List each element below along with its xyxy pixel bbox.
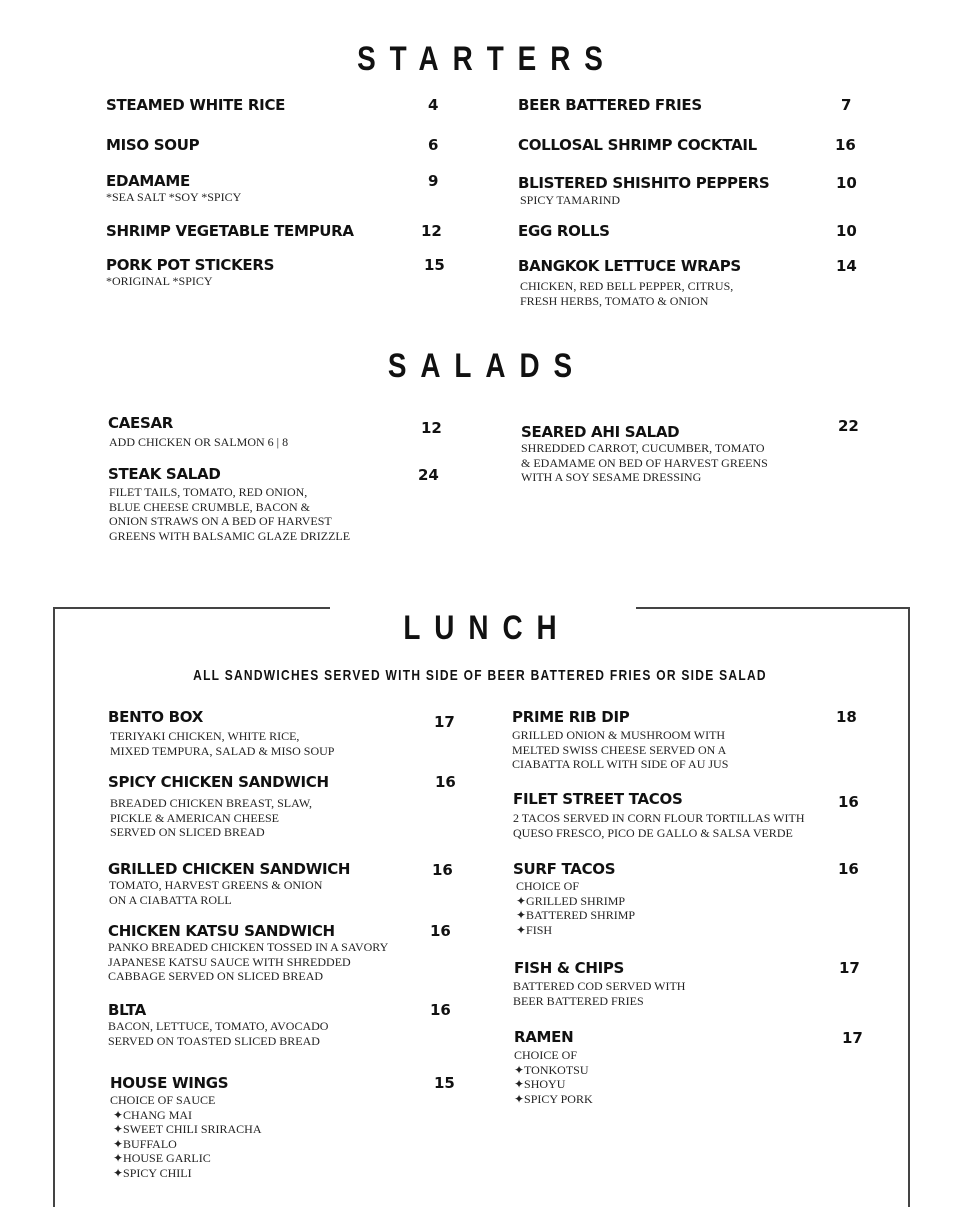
starters-item-name: PORK POT STICKERS	[106, 256, 275, 274]
lunch-item-price: 17	[842, 1029, 863, 1047]
lunch-item-price: 18	[836, 708, 857, 726]
lunch-item-description: PICKLE & AMERICAN CHEESE	[110, 810, 280, 825]
lunch-item-description: CHOICE OF SAUCE	[110, 1093, 216, 1107]
starters-item-price: 4	[428, 96, 439, 114]
salads-item-name: CAESAR	[108, 414, 174, 432]
lunch-item-name: FISH & CHIPS	[514, 959, 625, 977]
lunch-item-description: BATTERED COD SERVED WITH	[513, 979, 686, 993]
starters-item-name: BANGKOK LETTUCE WRAPS	[518, 257, 741, 275]
lunch-item-description: 2 TACOS SERVED IN CORN FLOUR TORTILLAS WITH	[513, 811, 805, 825]
lunch-item-name: GRILLED CHICKEN SANDWICH	[108, 860, 351, 878]
lunch-item-description: BEER BATTERED FRIES	[513, 993, 644, 1008]
salads-item-description: SHREDDED CARROT, CUCUMBER, TOMATO	[521, 441, 765, 455]
lunch-item-price: 16	[432, 861, 453, 879]
lunch-item-description: BREADED CHICKEN BREAST, SLAW,	[110, 796, 313, 810]
lunch-item-description: ON A CIABATTA ROLL	[109, 892, 232, 907]
lunch-item-description: ✦SPICY PORK	[514, 1091, 593, 1106]
salads-item-description: ADD CHICKEN OR SALMON 6 | 8	[109, 435, 289, 449]
lunch-item-description: SERVED ON SLICED BREAD	[110, 825, 265, 840]
lunch-item-description: JAPANESE KATSU SAUCE WITH SHREDDED	[108, 954, 351, 969]
lunch-item-description: MELTED SWISS CHEESE SERVED ON A	[512, 742, 727, 757]
lunch-item-description: MIXED TEMPURA, SALAD & MISO SOUP	[110, 743, 335, 758]
lunch-item-name: CHICKEN KATSU SANDWICH	[108, 922, 335, 940]
starters-item-price: 14	[836, 257, 857, 275]
salads-item-description: WITH A SOY SESAME DRESSING	[521, 470, 702, 485]
starters-item-name: COLLOSAL SHRIMP COCKTAIL	[518, 136, 757, 154]
lunch-item-description: QUESO FRESCO, PICO DE GALLO & SALSA VERDE	[513, 825, 793, 840]
lunch-item-name: BLTA	[108, 1001, 146, 1019]
lunch-item-name: SURF TACOS	[513, 860, 616, 878]
lunch-heading: LUNCH	[403, 609, 571, 647]
salads-item-name: STEAK SALAD	[108, 465, 221, 483]
salads-item-description: FILET TAILS, TOMATO, RED ONION,	[109, 485, 308, 499]
lunch-item-description: GRILLED ONION & MUSHROOM WITH	[512, 728, 726, 742]
starters-item-price: 10	[836, 174, 857, 192]
lunch-item-description: BACON, LETTUCE, TOMATO, AVOCADO	[108, 1019, 329, 1033]
lunch-item-description: ✦SPICY CHILI	[110, 1166, 192, 1180]
starters-item-description: CHICKEN, RED BELL PEPPER, CITRUS,	[520, 279, 734, 293]
starters-item-price: 10	[836, 222, 857, 240]
starters-item-name: EDAMAME	[106, 172, 190, 190]
lunch-item-price: 15	[434, 1074, 455, 1092]
lunch-item-description: ✦FISH	[513, 922, 553, 937]
lunch-item-description: ✦SWEET CHILI SRIRACHA	[110, 1122, 262, 1137]
lunch-item-price: 16	[838, 793, 859, 811]
starters-item-name: STEAMED WHITE RICE	[106, 96, 286, 114]
lunch-item-description: CABBAGE SERVED ON SLICED BREAD	[108, 969, 324, 984]
lunch-border-right	[908, 607, 910, 1207]
starters-item-name: BLISTERED SHISHITO PEPPERS	[518, 174, 770, 192]
lunch-item-name: RAMEN	[514, 1028, 574, 1046]
lunch-item-description: ✦SHOYU	[514, 1077, 566, 1092]
lunch-item-price: 16	[430, 922, 451, 940]
starters-heading: STARTERS	[357, 40, 617, 78]
lunch-item-description: CHOICE OF	[513, 879, 580, 893]
starters-item-description: *SEA SALT *SOY *SPICY	[106, 190, 242, 204]
lunch-item-name: PRIME RIB DIP	[512, 708, 630, 726]
lunch-item-description: CIABATTA ROLL WITH SIDE OF AU JUS	[512, 757, 729, 772]
salads-heading: SALADS	[387, 347, 587, 385]
lunch-item-price: 17	[839, 959, 860, 977]
lunch-item-description: ✦TONKOTSU	[514, 1062, 589, 1077]
starters-item-name: MISO SOUP	[106, 136, 200, 154]
lunch-item-description: TOMATO, HARVEST GREENS & ONION	[109, 878, 323, 892]
lunch-item-name: SPICY CHICKEN SANDWICH	[108, 773, 329, 791]
salads-item-name: SEARED AHI SALAD	[521, 423, 680, 441]
lunch-item-description: ✦HOUSE GARLIC	[110, 1151, 211, 1166]
lunch-border-left	[53, 607, 55, 1207]
starters-item-price: 12	[421, 222, 442, 240]
lunch-item-description: CHOICE OF	[514, 1048, 578, 1062]
lunch-item-description: ✦CHANG MAI	[110, 1107, 193, 1122]
lunch-item-price: 17	[434, 713, 455, 731]
salads-item-description: BLUE CHEESE CRUMBLE, BACON &	[109, 499, 311, 514]
lunch-item-description: ✦BUFFALO	[110, 1136, 177, 1151]
lunch-item-description: TERIYAKI CHICKEN, WHITE RICE,	[110, 729, 300, 743]
salads-item-price: 22	[838, 417, 859, 435]
salads-item-description: ONION STRAWS ON A BED OF HARVEST	[109, 514, 332, 529]
salads-item-price: 12	[421, 419, 442, 437]
lunch-border-top-right	[636, 607, 910, 609]
starters-item-name: EGG ROLLS	[518, 222, 610, 240]
lunch-subtitle: ALL SANDWICHES SERVED WITH SIDE OF BEER BATTERED FRIES OR SIDE SALAD	[193, 667, 767, 684]
lunch-item-description: ✦GRILLED SHRIMP	[513, 893, 626, 908]
lunch-item-description: ✦BATTERED SHRIMP	[513, 908, 636, 923]
lunch-item-description: PANKO BREADED CHICKEN TOSSED IN A SAVORY	[108, 940, 389, 954]
lunch-item-price: 16	[435, 773, 456, 791]
starters-item-price: 7	[841, 96, 852, 114]
starters-item-name: BEER BATTERED FRIES	[518, 96, 702, 114]
lunch-item-description: SERVED ON TOASTED SLICED BREAD	[108, 1033, 320, 1048]
lunch-item-name: FILET STREET TACOS	[513, 790, 683, 808]
salads-item-description: GREENS WITH BALSAMIC GLAZE DRIZZLE	[109, 528, 351, 543]
starters-item-description: *ORIGINAL *SPICY	[106, 274, 213, 288]
starters-item-price: 9	[428, 172, 439, 190]
starters-item-description: SPICY TAMARIND	[520, 193, 621, 207]
salads-item-description: & EDAMAME ON BED OF HARVEST GREENS	[521, 455, 768, 470]
lunch-item-name: BENTO BOX	[108, 708, 203, 726]
lunch-border-top-left	[53, 607, 330, 609]
lunch-item-name: HOUSE WINGS	[110, 1074, 229, 1092]
starters-item-price: 6	[428, 136, 439, 154]
lunch-item-price: 16	[430, 1001, 451, 1019]
starters-item-description: FRESH HERBS, TOMATO & ONION	[520, 293, 709, 308]
starters-item-price: 15	[424, 256, 445, 274]
starters-item-name: SHRIMP VEGETABLE TEMPURA	[106, 222, 354, 240]
salads-item-price: 24	[418, 466, 439, 484]
lunch-item-price: 16	[838, 860, 859, 878]
starters-item-price: 16	[835, 136, 856, 154]
